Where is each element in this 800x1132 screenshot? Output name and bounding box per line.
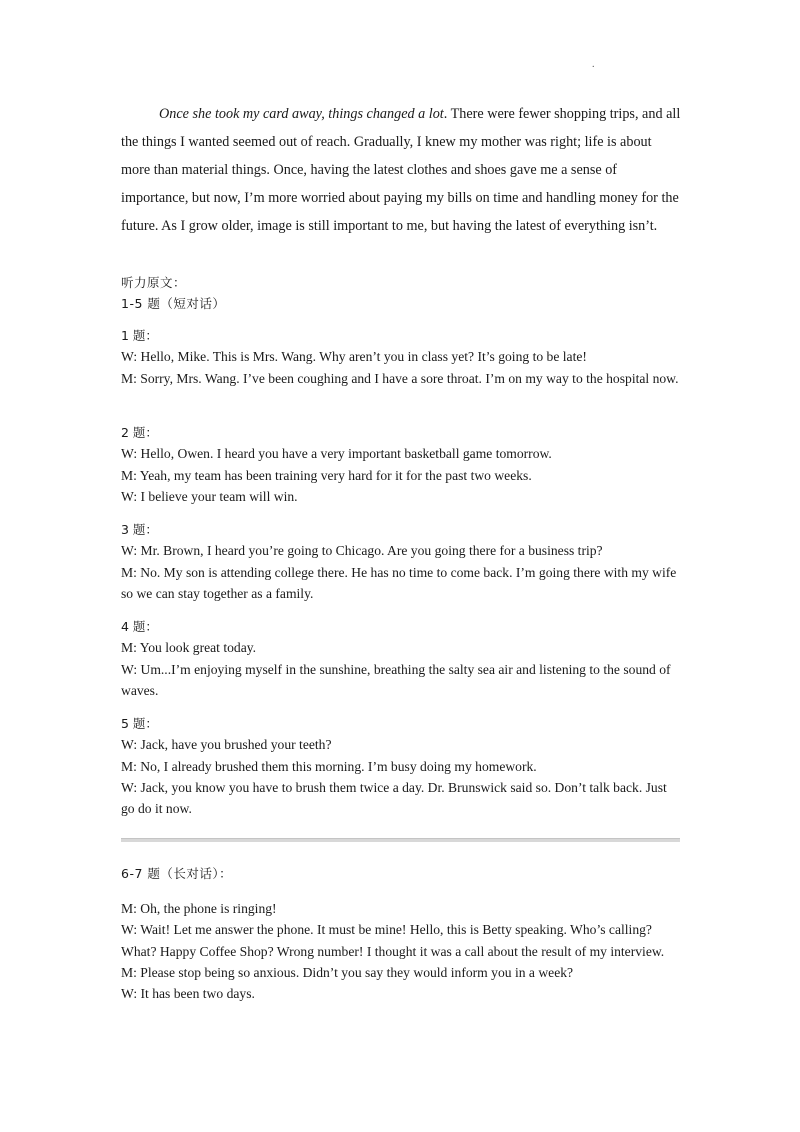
question-label: 2 题： (121, 425, 158, 440)
dialogue-line: M: Yeah, my team has been training very hard for it for the past two weeks. (121, 467, 532, 483)
dialogue-line: W: Mr. Brown, I heard you’re going to Chicago. Are you going there for a business trip? (121, 543, 603, 559)
question-4 (121, 616, 683, 701)
reading-passage (121, 100, 681, 240)
long-dialogue-heading: 6-7 题（长对话）： (121, 866, 233, 881)
long-dialogue-header (121, 863, 683, 884)
dialogue-line: M: No. My son is attending college there. He has no time to come back. I’m going there with my wife so we can stay together as a family. (121, 564, 677, 601)
question-3 (121, 519, 683, 604)
passage-italic-sentence: Once she took my card away, things changed a lot (159, 106, 444, 122)
dialogue-line: W: Um...I’m enjoying myself in the sunshine, breathing the salty sea air and listening to the sound of waves. (121, 661, 671, 698)
long-dialogue (121, 898, 683, 1004)
transcript-title: 听力原文： (121, 275, 187, 290)
short-dialogue-heading: 1-5 题（短对话） (121, 296, 226, 312)
dialogue-line: M: Oh, the phone is ringing! (121, 901, 277, 916)
dialogue-line: M: Please stop being so anxious. Didn’t you say they would inform you in a week? (121, 964, 574, 980)
dialogue-line: W: Hello, Mike. This is Mrs. Wang. Why aren’t you in class yet? It’s going to be late! (121, 349, 587, 365)
section-divider (121, 838, 680, 842)
question-label: 1 题： (121, 328, 158, 343)
dialogue-line: M: Sorry, Mrs. Wang. I’ve been coughing and I have a sore throat. I’m on my way to the hospital now. (121, 370, 679, 386)
question-label: 5 题： (121, 716, 158, 731)
dialogue-line: W: Wait! Let me answer the phone. It must be mine! Hello, this is Betty speaking. Who’s calling? What? Happy Coffee Shop? Wrong number! I thought it was a call about the result of my interview. (121, 922, 665, 959)
corner-mark: . (592, 59, 595, 70)
dialogue-line: W: Jack, you know you have to brush them twice a day. Dr. Brunswick said so. Don’t talk back. Just go do it now. (121, 779, 667, 817)
dialogue-line: M: You look great today. (121, 640, 257, 656)
dialogue-line: M: No, I already brushed them this morning. I’m busy doing my homework. (121, 758, 537, 774)
question-1 (121, 325, 683, 389)
dialogue-line: W: Hello, Owen. I heard you have a very important basketball game tomorrow. (121, 446, 552, 462)
dialogue-line: W: It has been two days. (121, 986, 255, 1002)
question-2 (121, 422, 683, 507)
question-5 (121, 713, 683, 819)
dialogue-line: W: I believe your team will win. (121, 488, 298, 504)
passage-body: . There were fewer shopping trips, and all the things I wanted seemed out of reach. Gradually, I knew my mother was right; life is about more than material things. Once, having the latest clothes and shoes gave me a sense of importance, but now, I’m more worried about paying my bills on time and handling money for the future. As I grow older, image is still important to me, but having the latest of everything isn’t. (121, 106, 681, 234)
dialogue-line: W: Jack, have you brushed your teeth? (121, 737, 332, 753)
question-label: 3 题： (121, 522, 158, 537)
question-label: 4 题： (121, 619, 158, 634)
transcript-header (121, 272, 683, 315)
